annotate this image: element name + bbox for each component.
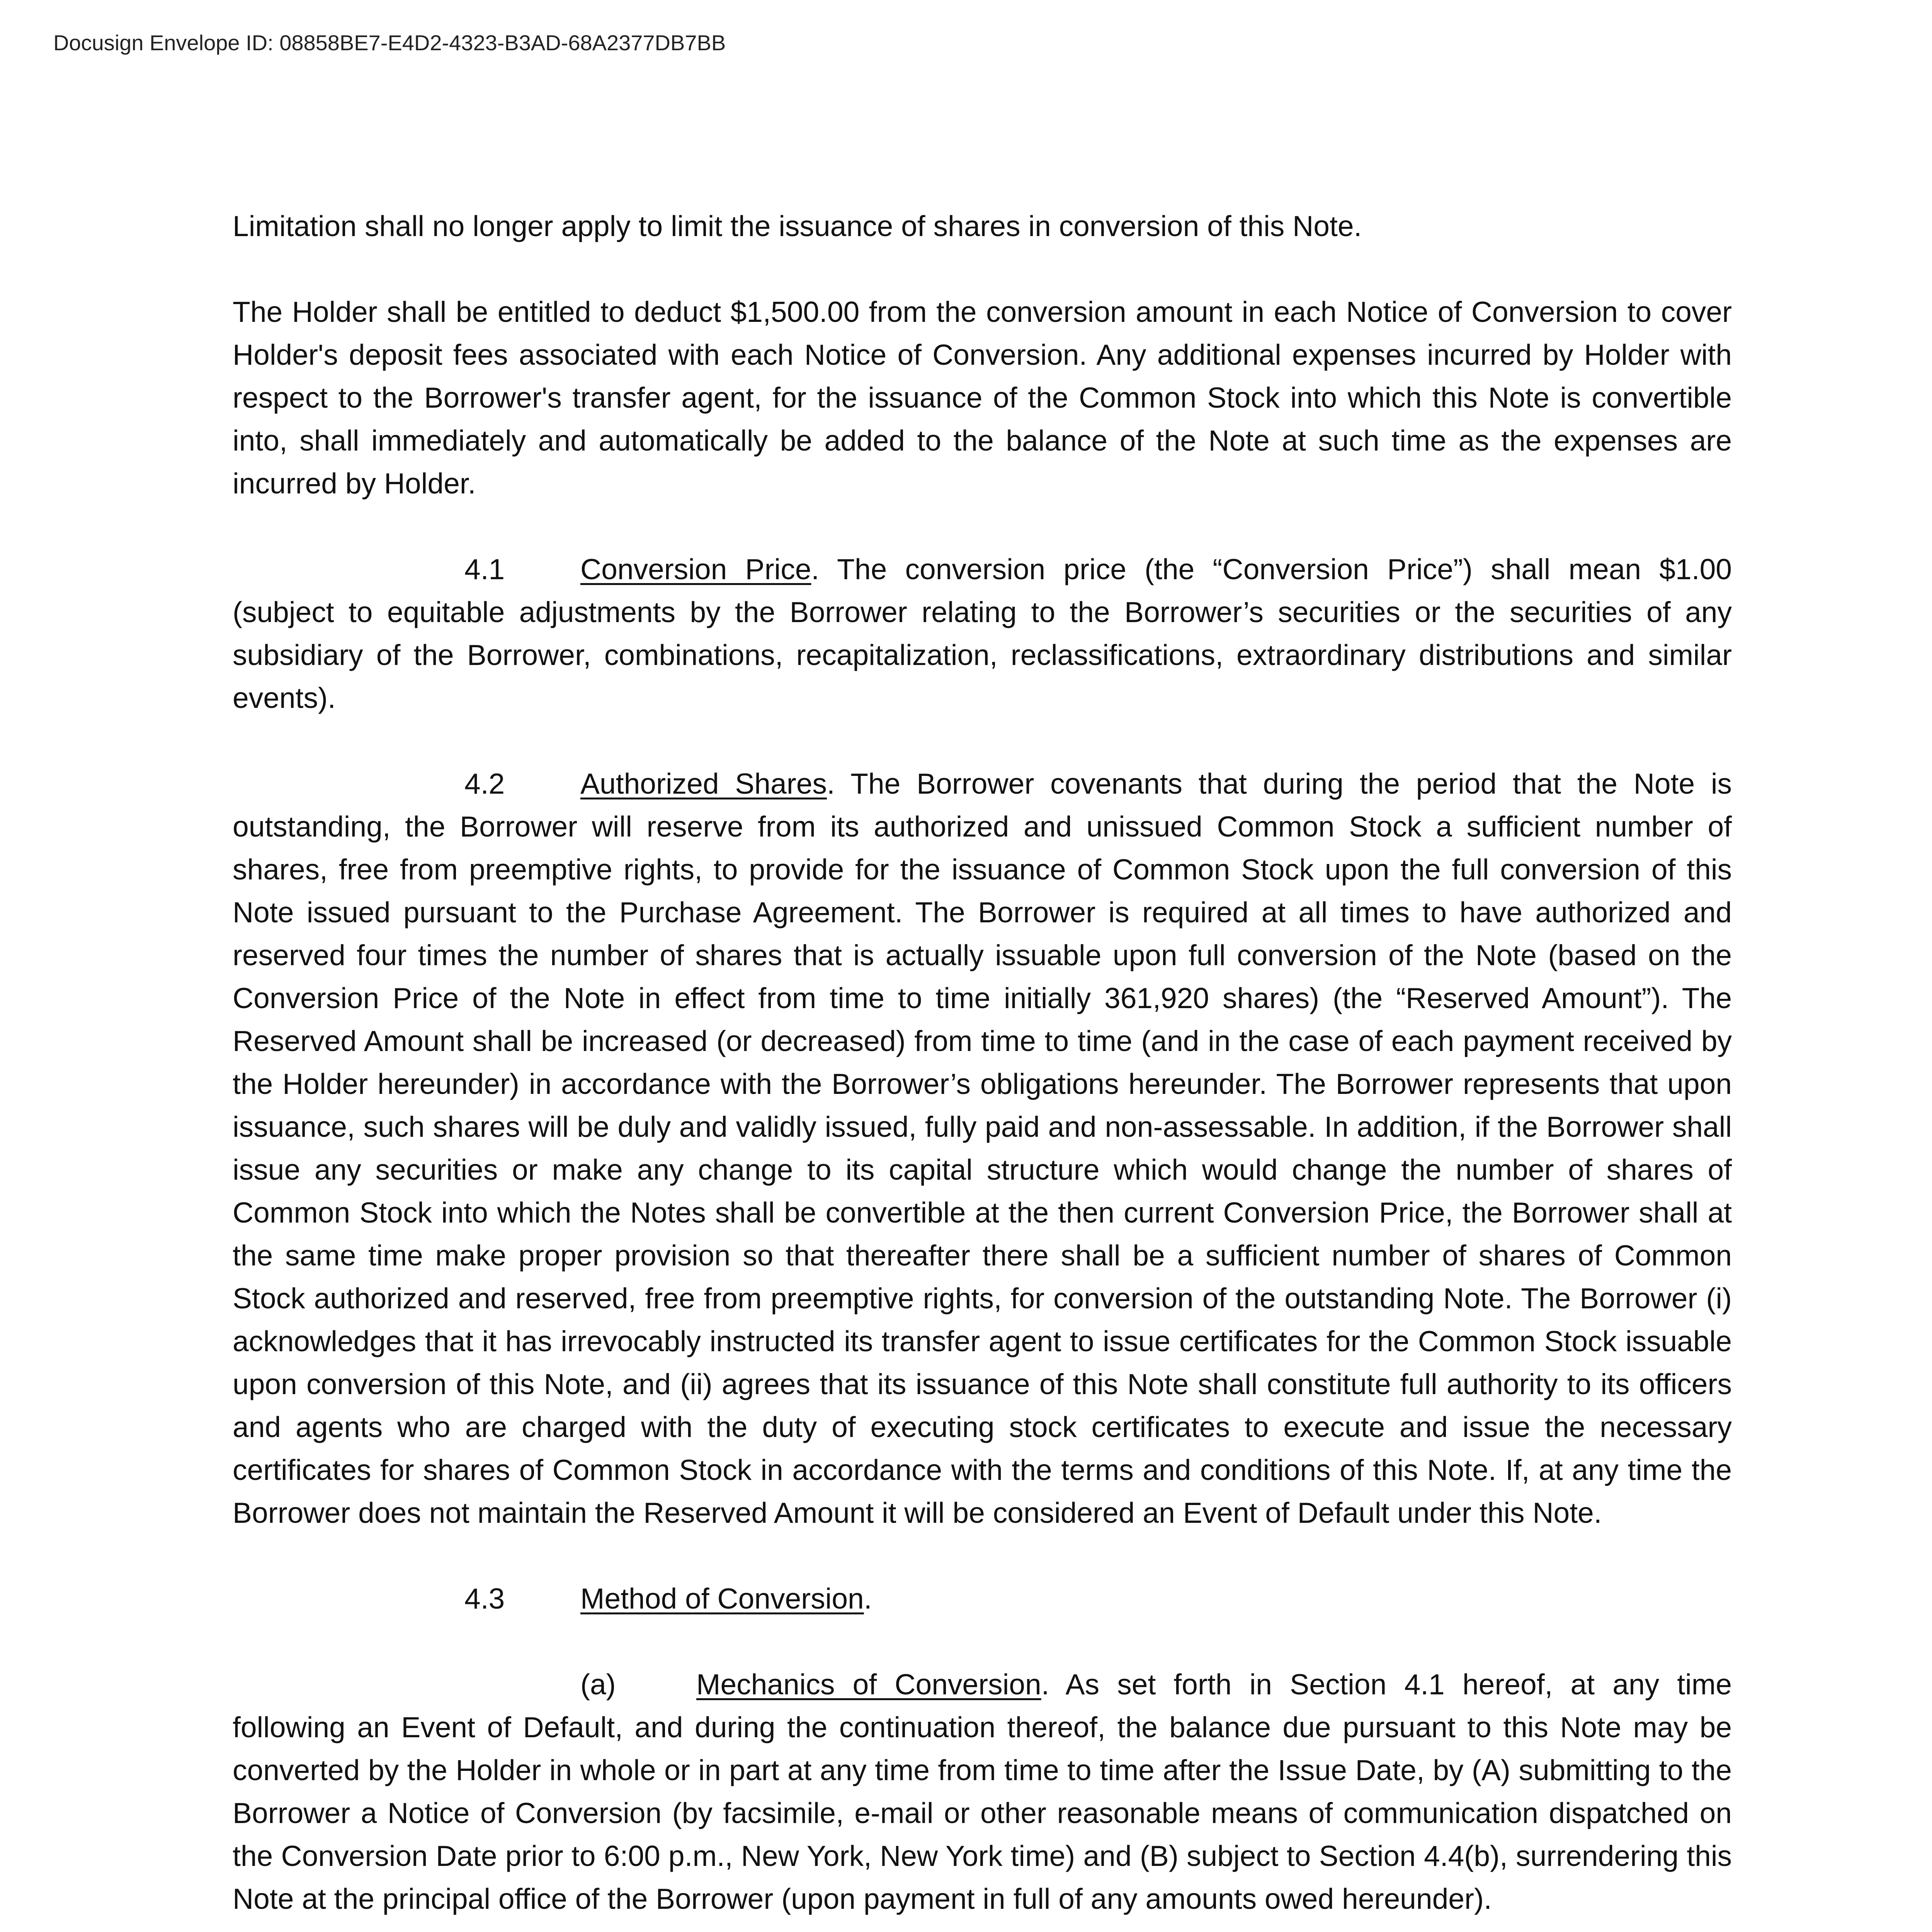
section-4-3 <box>233 1577 1732 1620</box>
paragraph-limitation: Limitation shall no longer apply to limit the issuance of shares in conversion of this Note. <box>233 210 1362 242</box>
section-number: 4.1 <box>464 553 505 585</box>
section-title: Authorized Shares <box>580 767 827 800</box>
section-4-2 <box>233 762 1732 1534</box>
paragraph-holder-deduction: The Holder shall be entitled to deduct $1,500.00 from the conversion amount in each Notice of Conversion to cover Holder's deposit fees associated with each Notice of Conversion. Any additional expenses incurred by Holder with respect to the Borrower's transfer agent, for the issuance of the Common Stock into which this Note is convertible into, shall immediately and automatically be added to the balance of the Note at such time as the expenses are incurred by Holder. <box>233 296 1732 500</box>
section-number: 4.2 <box>464 767 505 800</box>
section-title: Method of Conversion <box>580 1582 864 1615</box>
section-text: . The Borrower covenants that during the period that the Note is outstanding, the Borrower will reserve from its authorized and unissued Common Stock a sufficient number of shares, free from preemptive rights, to provide for the issuance of Common Stock upon the full conversion of this Note issued pursuant to the Purchase Agreement. The Borrower is required at all times to have authorized and reserved four times the number of shares that is actually issuable upon full conversion of the Note (based on the Conversion Price of the Note in effect from time to time initially 361,920 shares) (the “Reserved Amount”). The Reserved Amount shall be increased (or decreased) from time to time (and in the case of each payment received by the Holder hereunder) in accordance with the Borrower’s obligations hereunder. The Borrower represents that upon issuance, such shares will be duly and validly issued, fully paid and non-assessable. In addition, if the Borrower shall issue any securities or make any change to its capital structure which would change the number of shares of Common Stock into which the Notes shall be convertible at the then current Conversion Price, the Borrower shall at the same time make proper provision so that thereafter there shall be a sufficient number of shares of Common Stock authorized and reserved, free from preemptive rights, for conversion of the outstanding Note. The Borrower (i) acknowledges that it has irrevocably instructed its transfer agent to issue certificates for the Common Stock issuable upon conversion of this Note, and (ii) agrees that its issuance of this Note shall constitute full authority to its officers and agents who are charged with the duty of executing stock certificates to execute and issue the necessary certificates for shares of Common Stock in accordance with the terms and conditions of this Note. If, at any time the Borrower does not maintain the Reserved Amount it will be considered an Event of Default under this Note. <box>233 767 1732 1529</box>
subsection-title: Mechanics of Conversion <box>696 1668 1041 1701</box>
section-4-3-a <box>233 1663 1732 1920</box>
subsection-number: (a) <box>580 1668 616 1701</box>
docusign-envelope-id: Docusign Envelope ID: 08858BE7-E4D2-4323-B3AD-68A2377DB7BB <box>53 31 726 55</box>
subsection-text: . As set forth in Section 4.1 hereof, at any time following an Event of Default, and during the continuation thereof, the balance due pursuant to this Note may be converted by the Holder in whole or in part at any time from time to time after the Issue Date, by (A) submitting to the Borrower a Notice of Conversion (by facsimile, e-mail or other reasonable means of communication dispatched on the Conversion Date prior to 6:00 p.m., New York, New York time) and (B) subject to Section 4.4(b), surrendering this Note at the principal office of the Borrower (upon payment in full of any amounts owed hereunder). <box>233 1668 1732 1915</box>
section-4-1 <box>233 548 1732 719</box>
section-text: . The conversion price (the “Conversion Price”) shall mean $1.00 (subject to equitable adjustments by the Borrower relating to the Borrower’s securities or the securities of any subsidiary of the Borrower, combinations, recapitalization, reclassifications, extraordinary distributions and similar events). <box>233 553 1732 714</box>
document-body <box>233 205 1732 1932</box>
section-text: . <box>864 1582 872 1615</box>
section-number: 4.3 <box>464 1582 505 1615</box>
section-title: Conversion Price <box>580 553 811 585</box>
